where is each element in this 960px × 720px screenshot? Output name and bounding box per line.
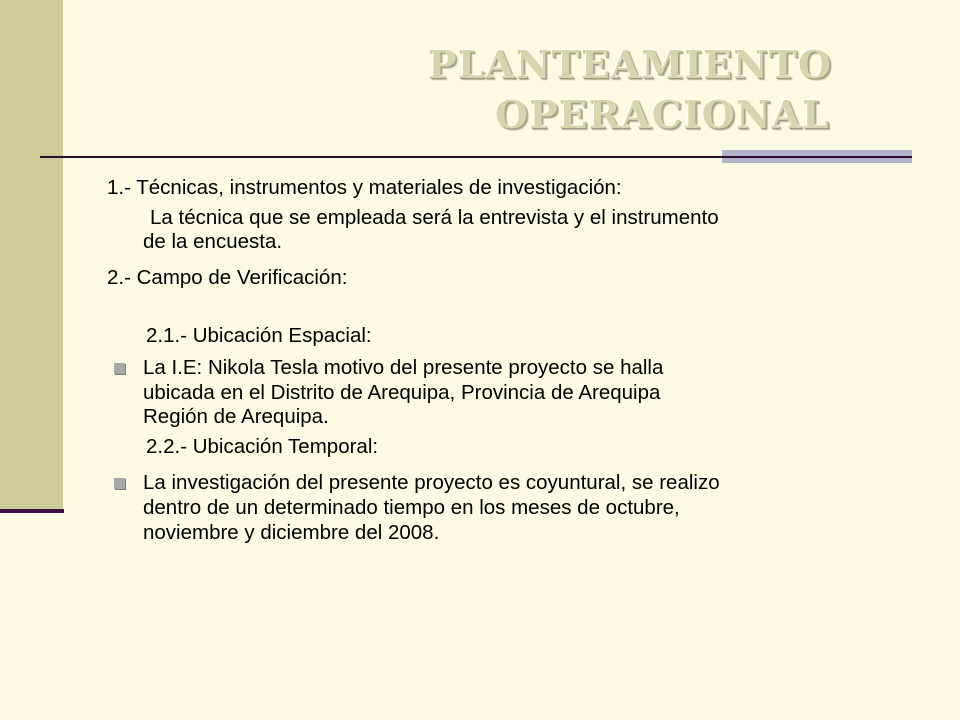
item1-text-line1: La técnica que se empleada será la entrevista y el instrumento <box>150 206 719 229</box>
item1-text-line2: de la encuesta. <box>143 230 283 253</box>
bullet1-line3: Región de Arequipa. <box>143 405 329 428</box>
bullet-square-icon <box>114 478 125 489</box>
bullet2-line3: noviembre y diciembre del 2008. <box>143 521 440 544</box>
bullet2-line1: La investigación del presente proyecto es coyuntural, se realizo <box>143 471 720 494</box>
bullet-square-icon <box>114 363 125 374</box>
title-line-2: OPERACIONAL <box>495 92 830 137</box>
bullet2-line2: dentro de un determinado tiempo en los meses de octubre, <box>143 496 680 519</box>
title-line-1: PLANTEAMIENTO <box>428 42 833 87</box>
bullet1-line2: ubicada en el Distrito de Arequipa, Provincia de Arequipa <box>143 381 661 404</box>
bullet1-line1: La I.E: Nikola Tesla motivo del presente proyecto se halla <box>143 356 664 379</box>
item1-heading: 1.- Técnicas, instrumentos y materiales de investigación: <box>107 176 622 199</box>
item2-heading: 2.- Campo de Verificación: <box>107 266 348 289</box>
sub2-heading: 2.2.- Ubicación Temporal: <box>146 435 379 458</box>
sub1-heading: 2.1.- Ubicación Espacial: <box>146 324 372 347</box>
